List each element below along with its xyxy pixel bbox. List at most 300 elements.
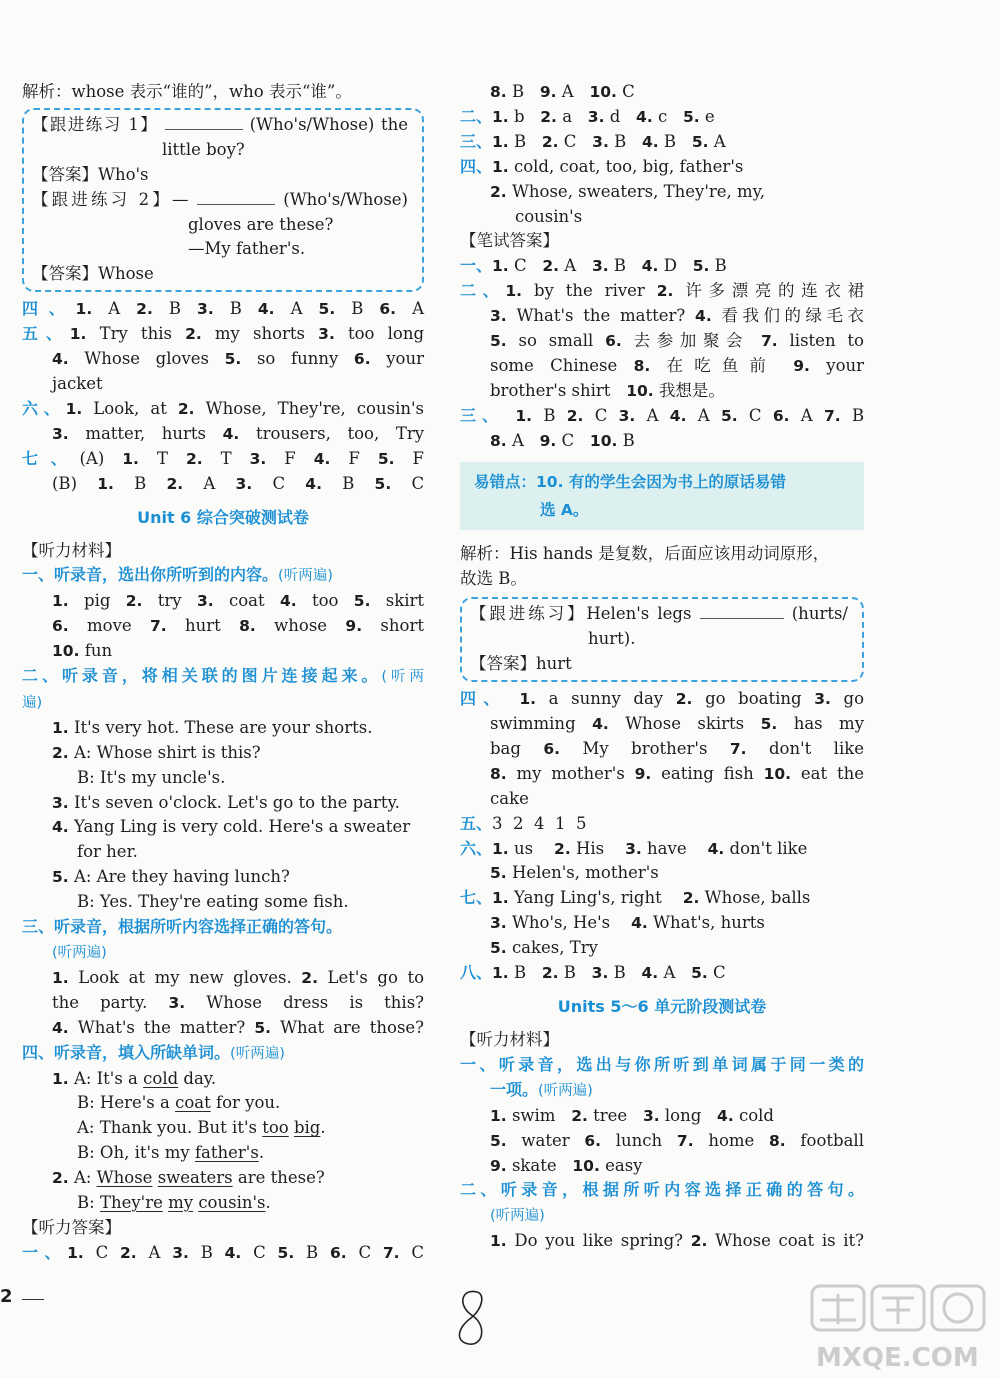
answer-text: B: [200, 1242, 213, 1262]
text-line: jacket: [52, 373, 103, 393]
answer-text: A: [713, 131, 726, 151]
answer-text: B: Oh, it's my: [77, 1143, 195, 1163]
item-number: 2.: [52, 1169, 69, 1188]
text-line: 选 A。: [540, 500, 589, 519]
item-number: 1.: [492, 107, 509, 126]
text-line: [460, 712, 864, 737]
text-line: [460, 304, 864, 329]
listening-q3: [22, 915, 424, 1041]
item-number: 3.: [618, 406, 636, 425]
item-number: 6.: [605, 332, 622, 351]
item-number: 4.: [592, 715, 609, 734]
written-answers-3: [460, 404, 864, 454]
written-answers-heading: 【笔试答案】: [460, 231, 559, 251]
answer-text: B: [614, 131, 627, 151]
section-label: 听录音，填入所缺单词。: [54, 1042, 231, 1062]
answer-text: us: [513, 838, 534, 858]
answer-section-5: [22, 322, 424, 397]
listening-q1: [460, 1053, 864, 1179]
section-label: 五、: [22, 324, 70, 344]
answer-text: .: [265, 1193, 271, 1213]
text-line: [22, 865, 424, 890]
answer-text: (听两遍): [538, 1082, 593, 1099]
text-line: [460, 1203, 864, 1229]
follow-up-2-label: 【跟进练习 2】—: [32, 189, 189, 209]
answer-text: B: [622, 430, 635, 450]
answer-text: my shorts: [214, 324, 306, 344]
answer-text: A: [511, 430, 524, 450]
follow-up-box: [460, 597, 864, 682]
text-line: [22, 766, 424, 791]
answer-blank: [165, 115, 243, 130]
item-number: 1.: [490, 1106, 507, 1125]
answer-text: B: It's my uncle's.: [77, 767, 226, 787]
text-line: [460, 861, 864, 886]
answer-text: bag: [490, 738, 521, 758]
item-number: 3.: [172, 1243, 189, 1262]
answer-text: cold, coat, too, big, father's: [513, 156, 744, 176]
written-answers-2: [460, 279, 864, 404]
section-label: 四、: [22, 299, 76, 319]
answer-text: eat the: [800, 763, 864, 783]
listening-q2: [22, 664, 424, 915]
text-span: [381, 666, 424, 685]
answer-text: a sunny day: [548, 689, 664, 709]
item-number: 1.: [52, 592, 69, 611]
item-number: 4.: [631, 914, 648, 933]
answer-text: (A): [79, 448, 105, 468]
item-number: 1.: [490, 1232, 507, 1251]
answer-text: water: [521, 1130, 570, 1150]
text-line: [22, 915, 424, 940]
answer-text: What's the matter?: [516, 306, 686, 326]
answer-text: B: [563, 963, 576, 983]
item-number: 6.: [772, 406, 790, 425]
answer-text: C: [253, 1242, 266, 1262]
answer-text: D: [663, 256, 677, 276]
answer-text: Whose, sweaters, They're, my,: [511, 181, 766, 201]
answer-blank: [197, 190, 275, 205]
answer-text: B: [168, 299, 182, 319]
answer-text: B: [306, 1242, 319, 1262]
answer-text: Whose: [96, 1168, 153, 1188]
text-line: [22, 1166, 424, 1191]
item-number: 7.: [150, 617, 167, 636]
text-line: [22, 1116, 424, 1141]
answer-text: so funny: [256, 349, 339, 369]
item-number: 5.: [720, 406, 738, 425]
answer-text: B: [613, 963, 626, 983]
answer-text: His: [575, 838, 605, 858]
answer-text: (B): [52, 473, 77, 493]
answer-text: Look, at: [93, 398, 167, 418]
item-number: 2.: [490, 182, 507, 201]
item-number: 1.: [52, 1069, 69, 1088]
answer-text: C: [411, 1242, 424, 1262]
item-number: 10.: [626, 381, 654, 400]
item-number: 3.: [591, 964, 609, 983]
item-number: 5.: [353, 592, 371, 611]
text-span: [230, 1043, 285, 1062]
item-number: 8.: [490, 764, 507, 783]
text-line: [22, 1141, 424, 1166]
answer-text: Whose, They're, cousin's: [205, 398, 424, 418]
item-number: 1.: [65, 399, 83, 418]
answer-text: d: [609, 106, 621, 126]
text-line: [32, 113, 408, 138]
text-line: [460, 429, 864, 454]
answer-text: (听两遍): [230, 1045, 285, 1062]
text-line: [22, 614, 424, 639]
item-number: 5.: [490, 332, 507, 351]
item-number: 6.: [353, 350, 371, 369]
listening-answers-3: [460, 130, 864, 155]
item-number: 10.: [572, 1156, 600, 1175]
item-number: 6.: [329, 1243, 347, 1262]
answer-text: (hurts/: [791, 604, 848, 624]
item-number: 2.: [185, 325, 202, 344]
answer-text: for you.: [210, 1093, 281, 1113]
answer-text: move: [87, 616, 132, 636]
item-number: 10.: [52, 642, 80, 661]
common-mistake-box: [460, 462, 864, 530]
item-number: 6.: [543, 739, 561, 758]
text-line: [460, 354, 864, 379]
answer-text: 看我们的绿毛衣: [721, 306, 865, 326]
item-number: 3.: [197, 300, 214, 319]
item-number: 3.: [592, 132, 609, 151]
answer-text: b: [513, 106, 525, 126]
text-span: [22, 692, 42, 711]
answer-text: too: [262, 1118, 289, 1138]
answer-text: A: [663, 963, 676, 983]
answer-text: C: [358, 1242, 372, 1262]
answer-text: swim: [511, 1105, 556, 1125]
follow-up-box: [22, 108, 424, 292]
section-label: 一、: [460, 256, 493, 276]
item-number: 3.: [490, 307, 507, 326]
text-line: [460, 837, 864, 862]
answer-text: (听两遍): [490, 1208, 545, 1225]
item-number: 2.: [540, 107, 557, 126]
item-number: 1.: [519, 690, 537, 709]
svg-text:MXQE.COM: MXQE.COM: [816, 1343, 979, 1373]
section-label: 听录音，将相关联的图片连接起来。: [61, 666, 382, 686]
section-label: 一项。: [490, 1079, 539, 1099]
handwritten-digit-8: [447, 1284, 497, 1354]
answer-text: some Chinese: [490, 355, 618, 375]
page-number-rule: [22, 1299, 44, 1300]
section-label: 三、: [22, 917, 55, 937]
text-line: [460, 1104, 864, 1129]
text-span: [278, 565, 333, 584]
answer-text: too: [311, 591, 339, 611]
answer-text: B: [342, 473, 355, 493]
item-number: 6.: [379, 300, 397, 319]
answer-text: A: [561, 82, 574, 101]
listening-answers-heading: 【听力答案】: [22, 1217, 121, 1237]
section-label: 七、: [460, 888, 493, 908]
item-number: 5.: [760, 715, 778, 734]
text-line: [460, 1129, 864, 1154]
item-number: 1.: [492, 889, 509, 908]
answer-blank: [700, 604, 784, 619]
section-label: 听录音，选出与你所听到单词属于同一类的: [498, 1054, 864, 1074]
item-number: 1.: [52, 968, 69, 987]
section-label: 二、: [460, 1180, 501, 1200]
text-line: [22, 1067, 424, 1092]
answer-text: trousers, too, Try: [255, 423, 425, 443]
answer-text: F: [412, 448, 424, 468]
follow-up-1-question: little boy?: [162, 139, 245, 159]
answer-text: .: [320, 1118, 326, 1138]
answer-text: 去参加聚会: [633, 331, 750, 351]
answer-text: go: [843, 689, 865, 709]
text-line: [32, 188, 408, 213]
answer-text: skirt: [385, 591, 425, 611]
item-number: 4.: [641, 132, 659, 151]
text-line: [22, 447, 424, 472]
answer-text: pig: [84, 591, 111, 611]
text-line: [460, 379, 864, 404]
answer-text: 10. 有的学生会因为书上的原话易错: [536, 472, 786, 491]
answer-text: (听两遍): [52, 945, 107, 961]
answer-text: B: [513, 963, 527, 983]
item-number: 5.: [692, 257, 710, 276]
text-line: [460, 886, 864, 911]
common-mistake-label: 易错点：: [474, 472, 537, 491]
answer-text: tree: [593, 1105, 628, 1125]
answer-text: Whose skirts: [625, 714, 745, 734]
text-line: [22, 716, 424, 741]
answer-text: fun: [84, 641, 113, 661]
answer-text: What's the matter?: [77, 1017, 246, 1037]
item-number: 7.: [676, 1131, 694, 1150]
section-label: 听录音，选出你所听到的内容。: [54, 565, 279, 585]
answer-text: A: [412, 299, 425, 319]
text-line: [460, 1053, 864, 1078]
answer-text: Yang Ling is very cold. Here's a sweater: [73, 817, 411, 837]
answer-text: 3 2 4 1 5: [492, 813, 587, 833]
item-number: 10.: [763, 764, 792, 783]
answer-text: C: [748, 405, 762, 425]
item-number: 9.: [490, 1156, 507, 1175]
text-line: [22, 940, 424, 966]
item-number: 1.: [122, 449, 139, 468]
item-number: 2.: [682, 889, 700, 908]
answer-text: A: [203, 473, 216, 493]
answer-text: my mother's: [516, 763, 625, 783]
item-number: 2.: [541, 964, 559, 983]
answer-text: home: [708, 1130, 755, 1150]
answer-text: B: Yes. They're eating some fish.: [77, 892, 349, 912]
item-number: 4.: [52, 350, 69, 369]
answer-text: day.: [178, 1068, 217, 1088]
answer-text: C: [594, 405, 608, 425]
answer-text: C: [713, 963, 726, 983]
text-line: [460, 155, 864, 180]
text-line: [460, 762, 864, 787]
answer-text: cousin's: [198, 1193, 266, 1213]
item-number: 8.: [490, 431, 507, 450]
item-number: 4.: [305, 474, 322, 493]
analysis-whose: 解析：whose 表示“谁的”，who 表示“谁”。: [22, 82, 352, 101]
text-line: [22, 741, 424, 766]
answer-text: your: [826, 355, 865, 375]
text-line: [460, 404, 864, 429]
item-number: 1.: [515, 406, 533, 425]
written-answers-7: [460, 886, 864, 961]
item-number: 2.: [690, 1232, 708, 1251]
item-number: 7.: [729, 739, 747, 758]
answer-text: C: [561, 430, 575, 450]
answer-text: sweaters: [157, 1168, 233, 1188]
item-number: 4.: [313, 449, 331, 468]
item-number: 3.: [196, 592, 214, 611]
listening-q1: [22, 563, 424, 664]
listening-answers-1: [22, 1241, 424, 1266]
answer-text: B: [543, 405, 556, 425]
item-number: 3.: [490, 914, 507, 933]
answer-text: T: [156, 448, 168, 468]
item-number: 2.: [136, 300, 153, 319]
section-label: 六、: [460, 838, 493, 858]
item-number: 2.: [656, 282, 674, 301]
text-line: [460, 180, 864, 205]
item-number: 8.: [490, 83, 507, 101]
text-line: [22, 1041, 424, 1067]
listening-q2: [460, 1178, 864, 1254]
section-label: 一、: [22, 1242, 68, 1262]
answer-text: B: [613, 256, 627, 276]
item-number: 3.: [52, 793, 69, 812]
text-line: [22, 639, 424, 664]
item-number: 5.: [224, 350, 242, 369]
follow-up-label: 【跟进练习】Helen's legs: [470, 604, 692, 624]
answer-text: F: [284, 448, 296, 468]
item-number: 2.: [177, 399, 195, 418]
item-number: 9.: [634, 764, 652, 783]
left-column: [22, 80, 424, 1266]
item-number: 2.: [125, 592, 143, 611]
answer-text: matter, hurts: [85, 423, 206, 443]
item-number: 9.: [539, 431, 557, 450]
section-label: 二、: [22, 666, 62, 686]
item-number: 1.: [492, 157, 509, 176]
answer-text: don't like: [768, 738, 864, 758]
item-number: 3.: [587, 107, 605, 126]
item-number: 4.: [224, 1243, 242, 1262]
item-number: 2.: [542, 257, 560, 276]
written-answers-4: [460, 687, 864, 812]
item-number: 4.: [695, 307, 712, 326]
answer-text: has my: [793, 714, 865, 734]
section-label: 二、: [460, 281, 506, 301]
text-line: [22, 322, 424, 347]
text-line: [22, 890, 424, 915]
section-label: 六、: [22, 398, 66, 418]
item-number: 9.: [345, 617, 363, 636]
listening-answers-2: [460, 105, 864, 130]
listening-answers-4: [460, 155, 864, 230]
answer-text: long: [664, 1105, 702, 1125]
item-number: 3.: [249, 449, 267, 468]
answer-text: B: [511, 82, 525, 101]
item-number: 4.: [52, 1018, 69, 1037]
answer-text: B: [513, 131, 527, 151]
answer-text: e: [704, 106, 715, 126]
item-number: 4.: [222, 424, 240, 443]
item-number: 4.: [669, 406, 687, 425]
text-line: [22, 690, 424, 716]
answer-text: B: [351, 299, 364, 319]
answer-text: A: [646, 405, 659, 425]
answer-text: It's very hot. These are your shorts.: [73, 717, 373, 737]
item-number: 1.: [492, 132, 509, 151]
item-number: 2.: [675, 690, 693, 709]
follow-up-2-question: gloves are these?: [188, 214, 334, 234]
answer-text: cold: [738, 1105, 774, 1125]
text-line: [460, 911, 864, 936]
item-number: 3.: [591, 257, 609, 276]
text-line: [22, 991, 424, 1016]
follow-up-1-answer: 【答案】Who's: [32, 164, 149, 184]
item-number: 10.: [589, 431, 618, 450]
answer-text: Whose, balls: [704, 888, 811, 908]
answer-text: .: [258, 1143, 265, 1163]
follow-up-2-answer: 【答案】Whose: [32, 264, 154, 284]
page-number: 2: [0, 1286, 13, 1307]
watermark-logo: [806, 1280, 996, 1376]
answer-text: coat: [175, 1093, 211, 1113]
text-line: [460, 1178, 864, 1203]
answer-text: B: [134, 473, 147, 493]
answer-text: Let's go to: [327, 967, 425, 987]
text-line: [22, 966, 424, 991]
answer-text: A: Are they having lunch?: [73, 867, 290, 887]
item-number: 7.: [761, 332, 778, 351]
answer-text: What are those?: [280, 1017, 425, 1037]
answer-text: for her.: [77, 842, 138, 862]
answer-text: 遍): [22, 694, 43, 711]
answer-text: too long: [347, 324, 425, 344]
listening-answers-1-cont: [460, 80, 864, 105]
text-line: [22, 472, 424, 497]
answer-text: A: It's a: [73, 1068, 144, 1088]
text-line: [460, 737, 864, 762]
answer-text: father's: [194, 1143, 259, 1163]
section-label: 三、: [460, 405, 505, 425]
text-line: hurt).: [588, 629, 636, 649]
answer-text: A:: [73, 1168, 97, 1188]
answer-text: hurt: [185, 616, 221, 636]
item-number: 6.: [584, 1131, 602, 1150]
item-number: 5.: [377, 449, 395, 468]
item-number: 1.: [67, 1243, 84, 1262]
item-number: 8.: [633, 356, 651, 375]
item-number: 2.: [571, 1106, 588, 1125]
item-number: 2.: [166, 474, 184, 493]
item-number: 2.: [566, 406, 584, 425]
right-column: [460, 80, 864, 1254]
follow-up-answer: 【答案】hurt: [470, 654, 572, 674]
text-line: [22, 397, 424, 422]
item-number: 5.: [682, 107, 700, 126]
text-span: [538, 1080, 593, 1099]
text-line: [470, 602, 848, 627]
answer-text: 我想是。: [658, 380, 725, 400]
written-answers-6: [460, 837, 864, 887]
